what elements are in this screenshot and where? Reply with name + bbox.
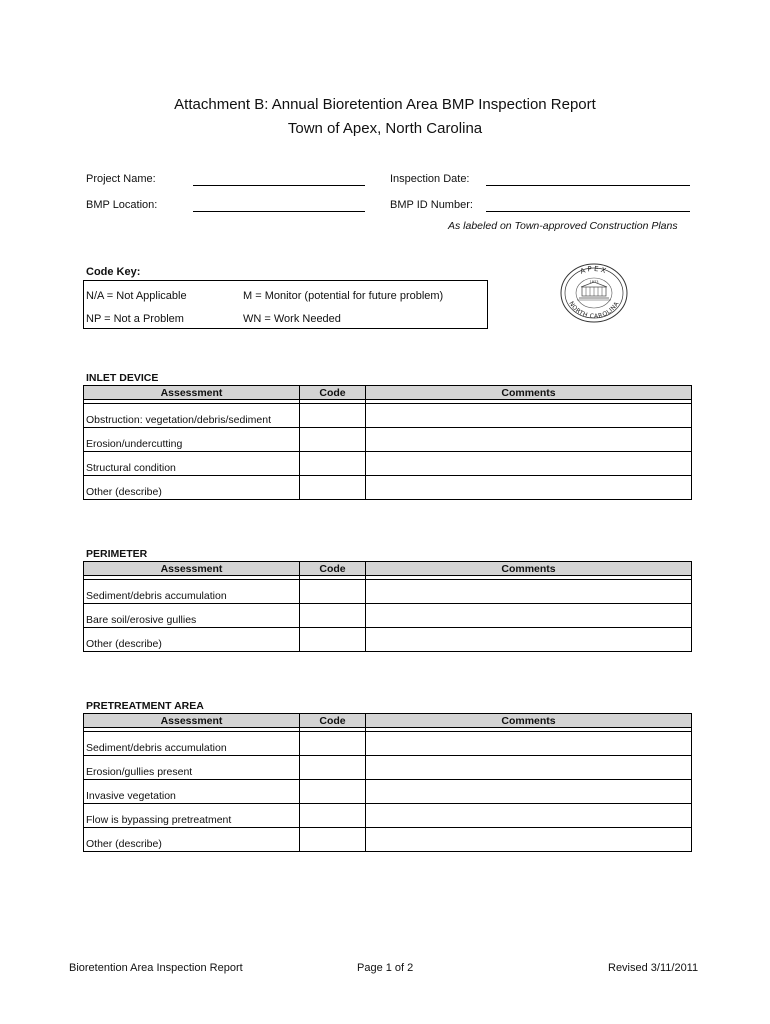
comments-cell[interactable] xyxy=(366,628,692,652)
code-key-monitor: M = Monitor (potential for future problem) xyxy=(243,290,444,302)
town-seal-icon xyxy=(559,262,629,324)
comments-cell[interactable] xyxy=(366,428,692,452)
perimeter-heading: PERIMETER xyxy=(86,548,148,560)
table-row xyxy=(84,780,692,804)
code-header: Code xyxy=(300,714,366,728)
table-row xyxy=(84,828,692,852)
table-row xyxy=(84,580,692,604)
code-cell[interactable] xyxy=(300,428,366,452)
code-key-na: N/A = Not Applicable xyxy=(86,290,187,302)
comments-cell[interactable] xyxy=(366,828,692,852)
comments-header: Comments xyxy=(366,386,692,400)
project-name-field[interactable] xyxy=(193,185,365,186)
table-row xyxy=(84,404,692,428)
assessment-cell: Structural condition xyxy=(84,452,300,476)
bmp-id-note: As labeled on Town-approved Construction Plans xyxy=(448,220,678,232)
perimeter-table xyxy=(83,561,692,652)
code-header: Code xyxy=(300,386,366,400)
comments-cell[interactable] xyxy=(366,804,692,828)
comments-cell[interactable] xyxy=(366,476,692,500)
bmp-location-field[interactable] xyxy=(193,211,365,212)
code-cell[interactable] xyxy=(300,628,366,652)
svg-text:APEX xyxy=(579,265,609,276)
assessment-cell: Erosion/undercutting xyxy=(84,428,300,452)
code-key-wn: WN = Work Needed xyxy=(243,313,341,325)
assessment-cell: Erosion/gullies present xyxy=(84,756,300,780)
project-name-label: Project Name: xyxy=(86,173,156,185)
assessment-cell: Other (describe) xyxy=(84,628,300,652)
bmp-id-field[interactable] xyxy=(486,211,690,212)
code-header: Code xyxy=(300,562,366,576)
assessment-cell: Bare soil/erosive gullies xyxy=(84,604,300,628)
assessment-cell: Obstruction: vegetation/debris/sediment xyxy=(84,404,300,428)
seal-year: 1873 xyxy=(589,280,599,284)
bmp-id-label: BMP ID Number: xyxy=(390,199,473,211)
inlet-device-table xyxy=(83,385,692,500)
assessment-cell: Invasive vegetation xyxy=(84,780,300,804)
assessment-cell: Sediment/debris accumulation xyxy=(84,732,300,756)
pretreatment-area-heading: PRETREATMENT AREA xyxy=(86,700,204,712)
code-cell[interactable] xyxy=(300,476,366,500)
assessment-cell: Sediment/debris accumulation xyxy=(84,580,300,604)
comments-cell[interactable] xyxy=(366,732,692,756)
code-key-box xyxy=(83,280,488,329)
comments-cell[interactable] xyxy=(366,780,692,804)
code-cell[interactable] xyxy=(300,604,366,628)
comments-cell[interactable] xyxy=(366,580,692,604)
code-cell[interactable] xyxy=(300,452,366,476)
page-subtitle: Town of Apex, North Carolina xyxy=(287,120,483,137)
assessment-header: Assessment xyxy=(84,714,300,728)
footer-left: Bioretention Area Inspection Report xyxy=(69,962,243,974)
seal-top-text: APEX xyxy=(579,264,609,276)
seal-bottom-text: NORTH CAROLINA xyxy=(567,300,621,321)
code-cell[interactable] xyxy=(300,756,366,780)
table-row xyxy=(84,604,692,628)
table-row xyxy=(84,732,692,756)
table-row xyxy=(84,756,692,780)
code-cell[interactable] xyxy=(300,580,366,604)
code-cell[interactable] xyxy=(300,804,366,828)
code-cell[interactable] xyxy=(300,780,366,804)
assessment-cell: Other (describe) xyxy=(84,828,300,852)
comments-header: Comments xyxy=(366,562,692,576)
inlet-device-heading: INLET DEVICE xyxy=(86,372,159,384)
assessment-header: Assessment xyxy=(84,386,300,400)
code-key-heading: Code Key: xyxy=(86,266,141,278)
table-row xyxy=(84,628,692,652)
code-cell[interactable] xyxy=(300,404,366,428)
comments-cell[interactable] xyxy=(366,756,692,780)
inspection-date-label: Inspection Date: xyxy=(390,173,470,185)
table-row xyxy=(84,428,692,452)
comments-cell[interactable] xyxy=(366,604,692,628)
table-row xyxy=(84,804,692,828)
comments-cell[interactable] xyxy=(366,452,692,476)
comments-header: Comments xyxy=(366,714,692,728)
table-row xyxy=(84,452,692,476)
code-cell[interactable] xyxy=(300,828,366,852)
assessment-cell: Other (describe) xyxy=(84,476,300,500)
footer-revised-date: Revised 3/11/2011 xyxy=(608,962,699,974)
code-key-np: NP = Not a Problem xyxy=(86,313,184,325)
bmp-location-label: BMP Location: xyxy=(86,199,158,211)
code-cell[interactable] xyxy=(300,732,366,756)
table-row xyxy=(84,476,692,500)
comments-cell[interactable] xyxy=(366,404,692,428)
assessment-cell: Flow is bypassing pretreatment xyxy=(84,804,300,828)
page-title: Attachment B: Annual Bioretention Area BMP Inspection Report xyxy=(174,96,596,113)
inspection-date-field[interactable] xyxy=(486,185,690,186)
assessment-header: Assessment xyxy=(84,562,300,576)
footer-page-number: Page 1 of 2 xyxy=(357,962,414,974)
pretreatment-area-table xyxy=(83,713,692,852)
